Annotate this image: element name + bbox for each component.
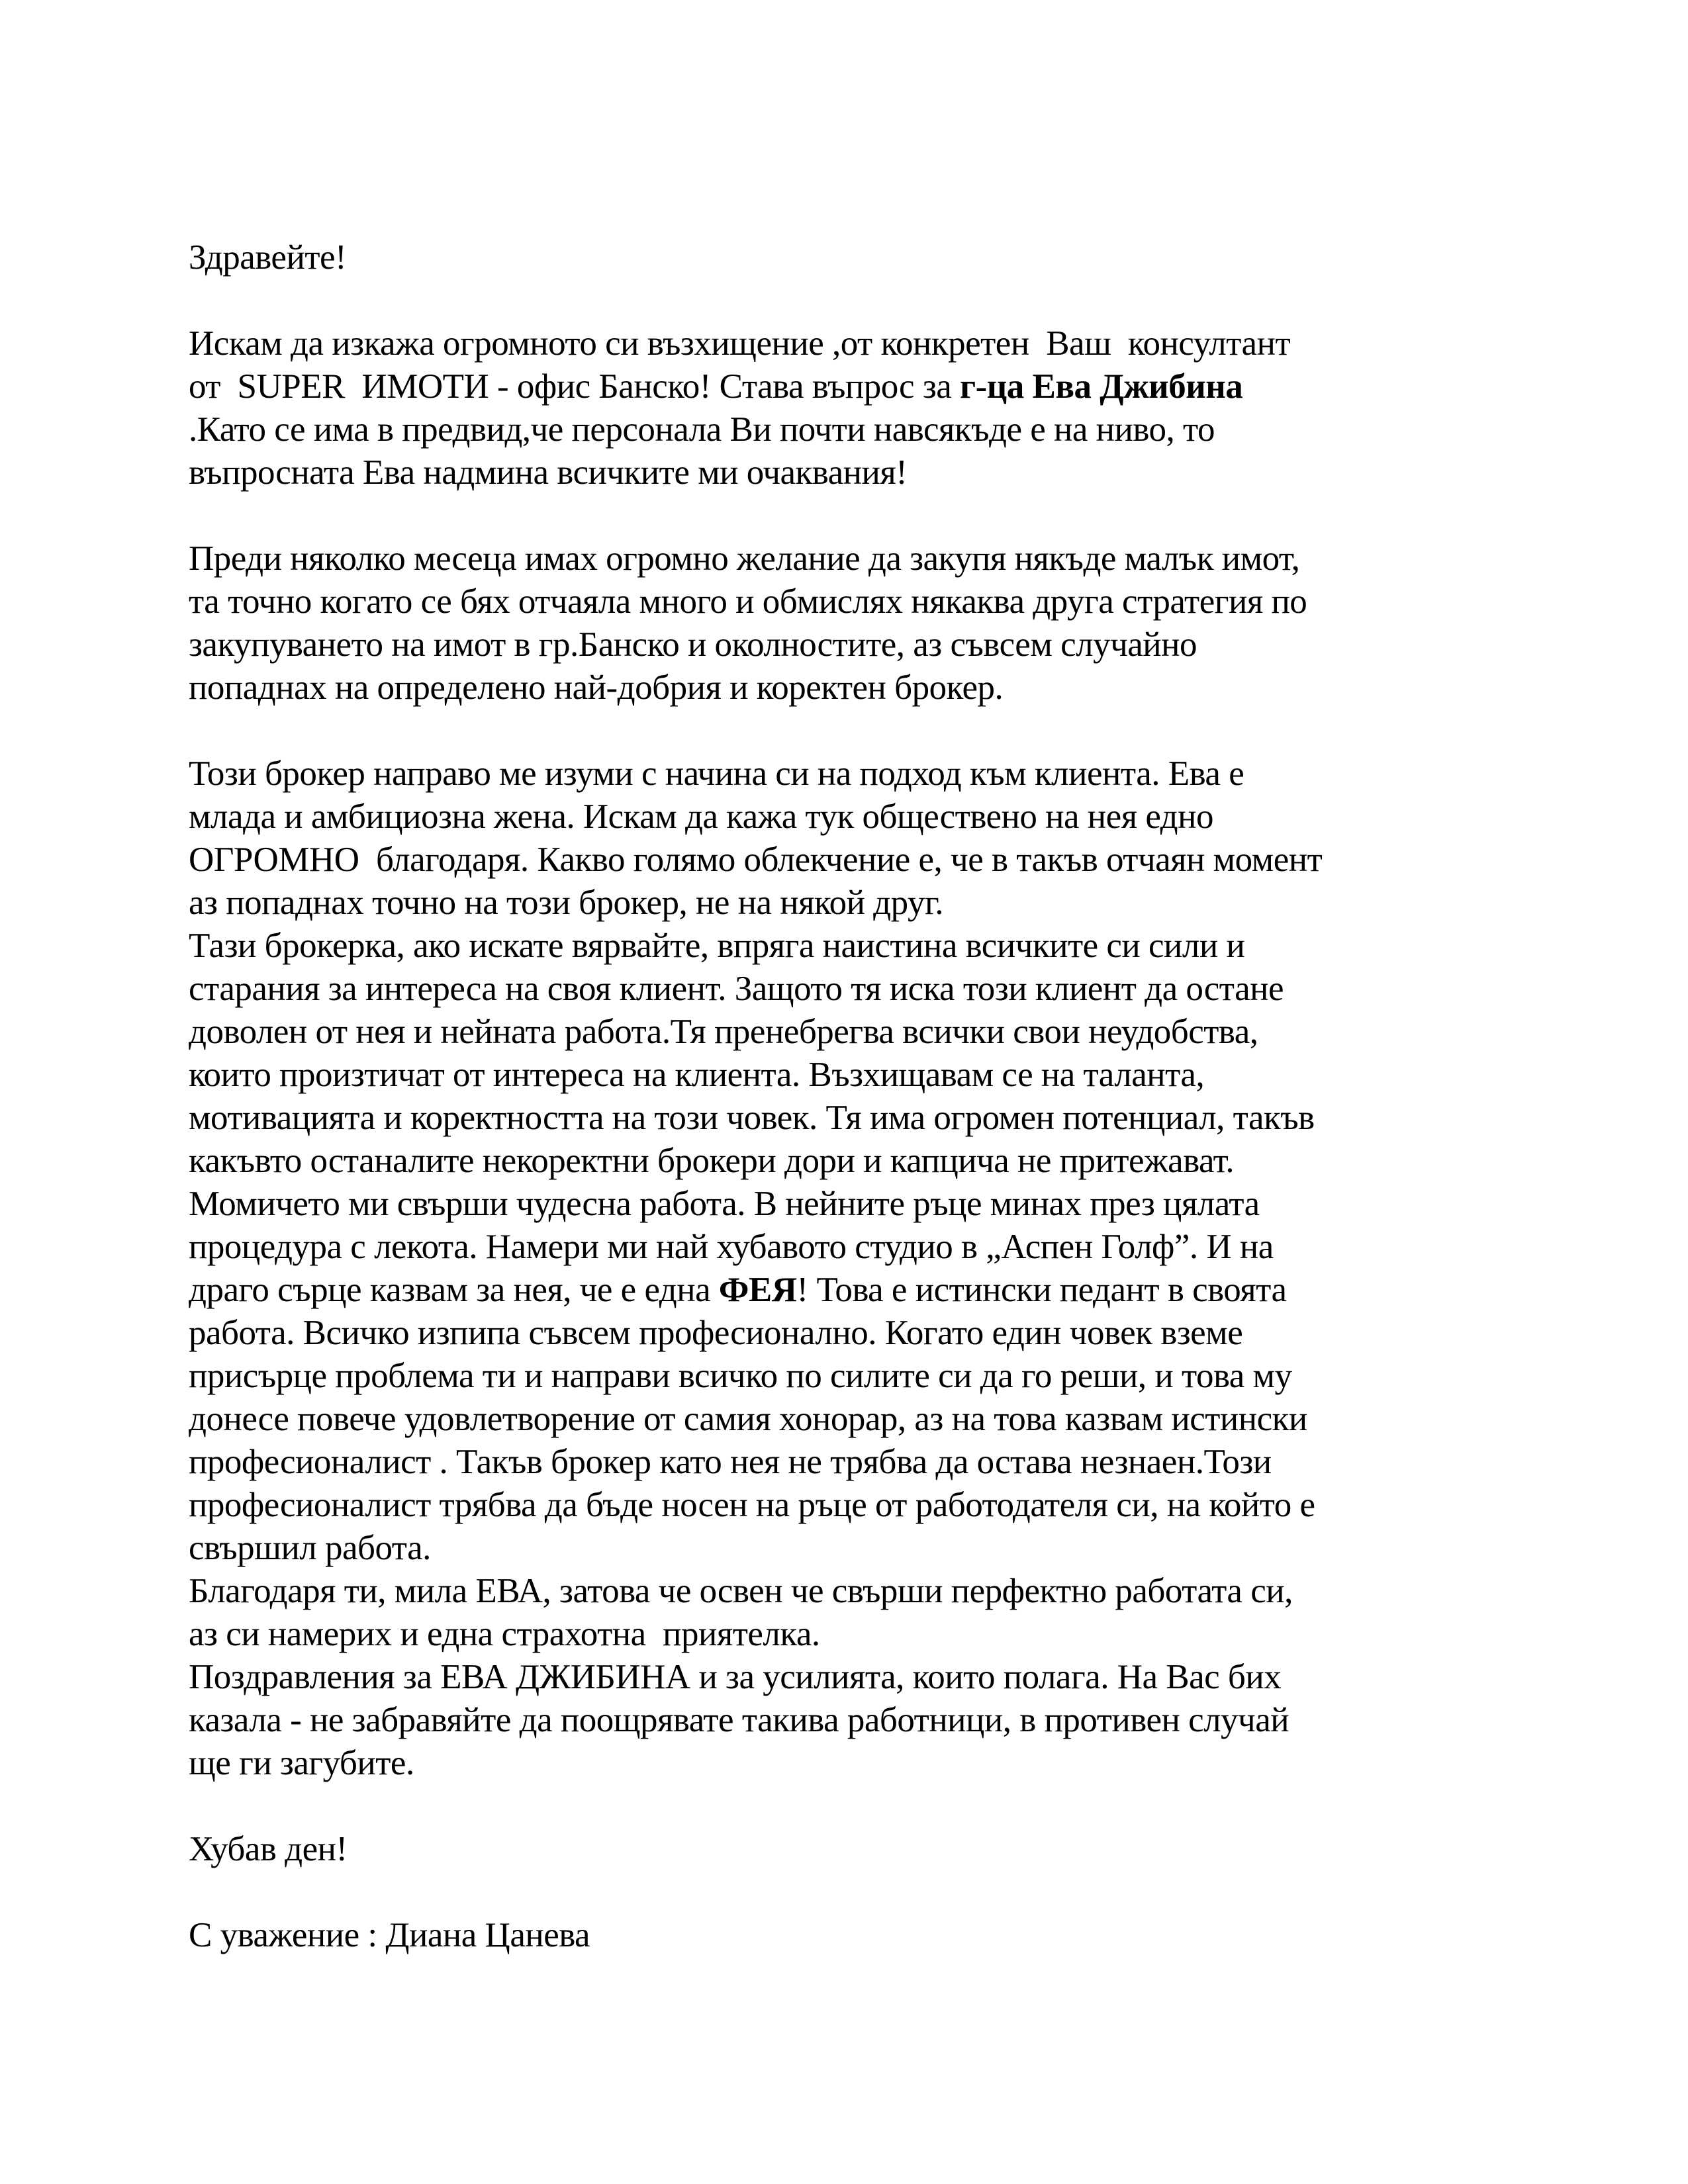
text-line: донесе повече удовлетворение от самия хонорар, аз на това казвам истински <box>189 1400 1307 1438</box>
text-line: мотивацията и коректността на този човек. Тя има огромен потенциал, такъв <box>189 1099 1315 1137</box>
text-line: попаднах на определено най-добрия и коректен брокер. <box>189 668 1004 707</box>
text-line: Момичето ми свърши чудесна работа. В нейните ръце минах през цялата <box>189 1185 1260 1223</box>
text-line: професионалист . Такъв брокер като нея не трябва да остава незнаен.Този <box>189 1443 1272 1481</box>
text-line: ОГРОМНО благодаря. Какво голямо облекчение е, че в такъв отчаян момент <box>189 841 1323 879</box>
paragraph-congratulations <box>189 1656 1513 1785</box>
text-line: Поздравления за ЕВА ДЖИБИНА и за усилията, които полага. На Вас бих <box>189 1658 1282 1696</box>
text-line: свършил работа. <box>189 1529 431 1567</box>
paragraph-first-impression <box>189 752 1513 925</box>
text-line <box>189 1269 1513 1312</box>
text-line: млада и амбициозна жена. Искам да кажа тук обществено на нея едно <box>189 797 1213 836</box>
signature <box>189 1914 1513 1957</box>
text-line: .Като се има в предвид,че персонала Ви почти навсякъде е на ниво, то <box>189 410 1215 449</box>
text-line: та точно когато се бях отчаяла много и обмислях някаква друга стратегия по <box>189 582 1307 621</box>
text-segment: ! Това е истински педант в своята <box>796 1271 1287 1309</box>
text-line: Преди няколко месеца имах огромно желание да закупя някъде малък имот, <box>189 539 1300 578</box>
greeting-line: Здравейте! <box>189 238 347 277</box>
text-segment: от SUPER ИМОТИ - офис Банско! Става въпрос за <box>189 367 961 406</box>
paragraph-background <box>189 537 1513 709</box>
text-line: старания за интереса на своя клиент. Защото тя иска този клиент да остане <box>189 970 1284 1008</box>
text-line: Този брокер направо ме изуми с начина си на подход към клиента. Ева е <box>189 754 1244 793</box>
paragraph-work-quality <box>189 1183 1513 1570</box>
closing <box>189 1828 1513 1871</box>
text-line: професионалист трябва да бъде носен на ръце от работодателя си, на който е <box>189 1486 1315 1524</box>
closing-line: Хубав ден! <box>189 1830 348 1868</box>
greeting <box>189 236 1513 279</box>
text-line: Благодаря ти, мила ЕВА, затова че освен че свърши перфектно работата си, <box>189 1572 1293 1610</box>
text-segment: драго сърце казвам за нея, че е една <box>189 1271 719 1309</box>
paragraph-compliment-intro <box>189 322 1513 494</box>
text-line: работа. Всичко изпипа съвсем професионално. Когато един човек вземе <box>189 1314 1243 1352</box>
text-line: казала - не забравяйте да поощрявате такива работници, в противен случай <box>189 1701 1289 1739</box>
text-line <box>189 365 1513 408</box>
text-line: които произтичат от интереса на клиента. Възхищавам се на таланта, <box>189 1056 1205 1094</box>
text-line: Искам да изкажа огромното си възхищение ,от конкретен Ваш консултант <box>189 324 1291 363</box>
text-line: аз си намерих и една страхотна приятелка. <box>189 1615 820 1653</box>
signature-line: С уважение : Диана Цанева <box>189 1916 590 1954</box>
text-line: какъвто останалите некоректни брокери дори и капцича не притежават. <box>189 1142 1235 1180</box>
text-line: въпросната Ева надмина всичките ми очаквания! <box>189 453 908 492</box>
broker-name-bold: г-ца Ева Джибина <box>960 367 1243 406</box>
paragraph-dedication <box>189 925 1513 1183</box>
paragraph-thanks <box>189 1570 1513 1656</box>
text-line: процедура с лекота. Намери ми най хубавото студио в „Аспен Голф”. И на <box>189 1228 1274 1266</box>
text-line: Тази брокерка, ако искате вярвайте, впряга наистина всичките си сили и <box>189 927 1245 965</box>
text-line: аз попаднах точно на този брокер, не на някой друг. <box>189 884 943 922</box>
text-line: закупуването на имот в гр.Банско и околностите, аз съвсем случайно <box>189 625 1197 664</box>
text-line: ще ги загубите. <box>189 1744 414 1782</box>
fairy-word-bold: ФЕЯ <box>718 1271 797 1309</box>
text-line: доволен от нея и нейната работа.Тя пренебрегва всички свои неудобства, <box>189 1013 1258 1051</box>
letter-body <box>189 236 1513 1957</box>
text-line: присърце проблема ти и направи всичко по силите си да го реши, и това му <box>189 1357 1292 1395</box>
